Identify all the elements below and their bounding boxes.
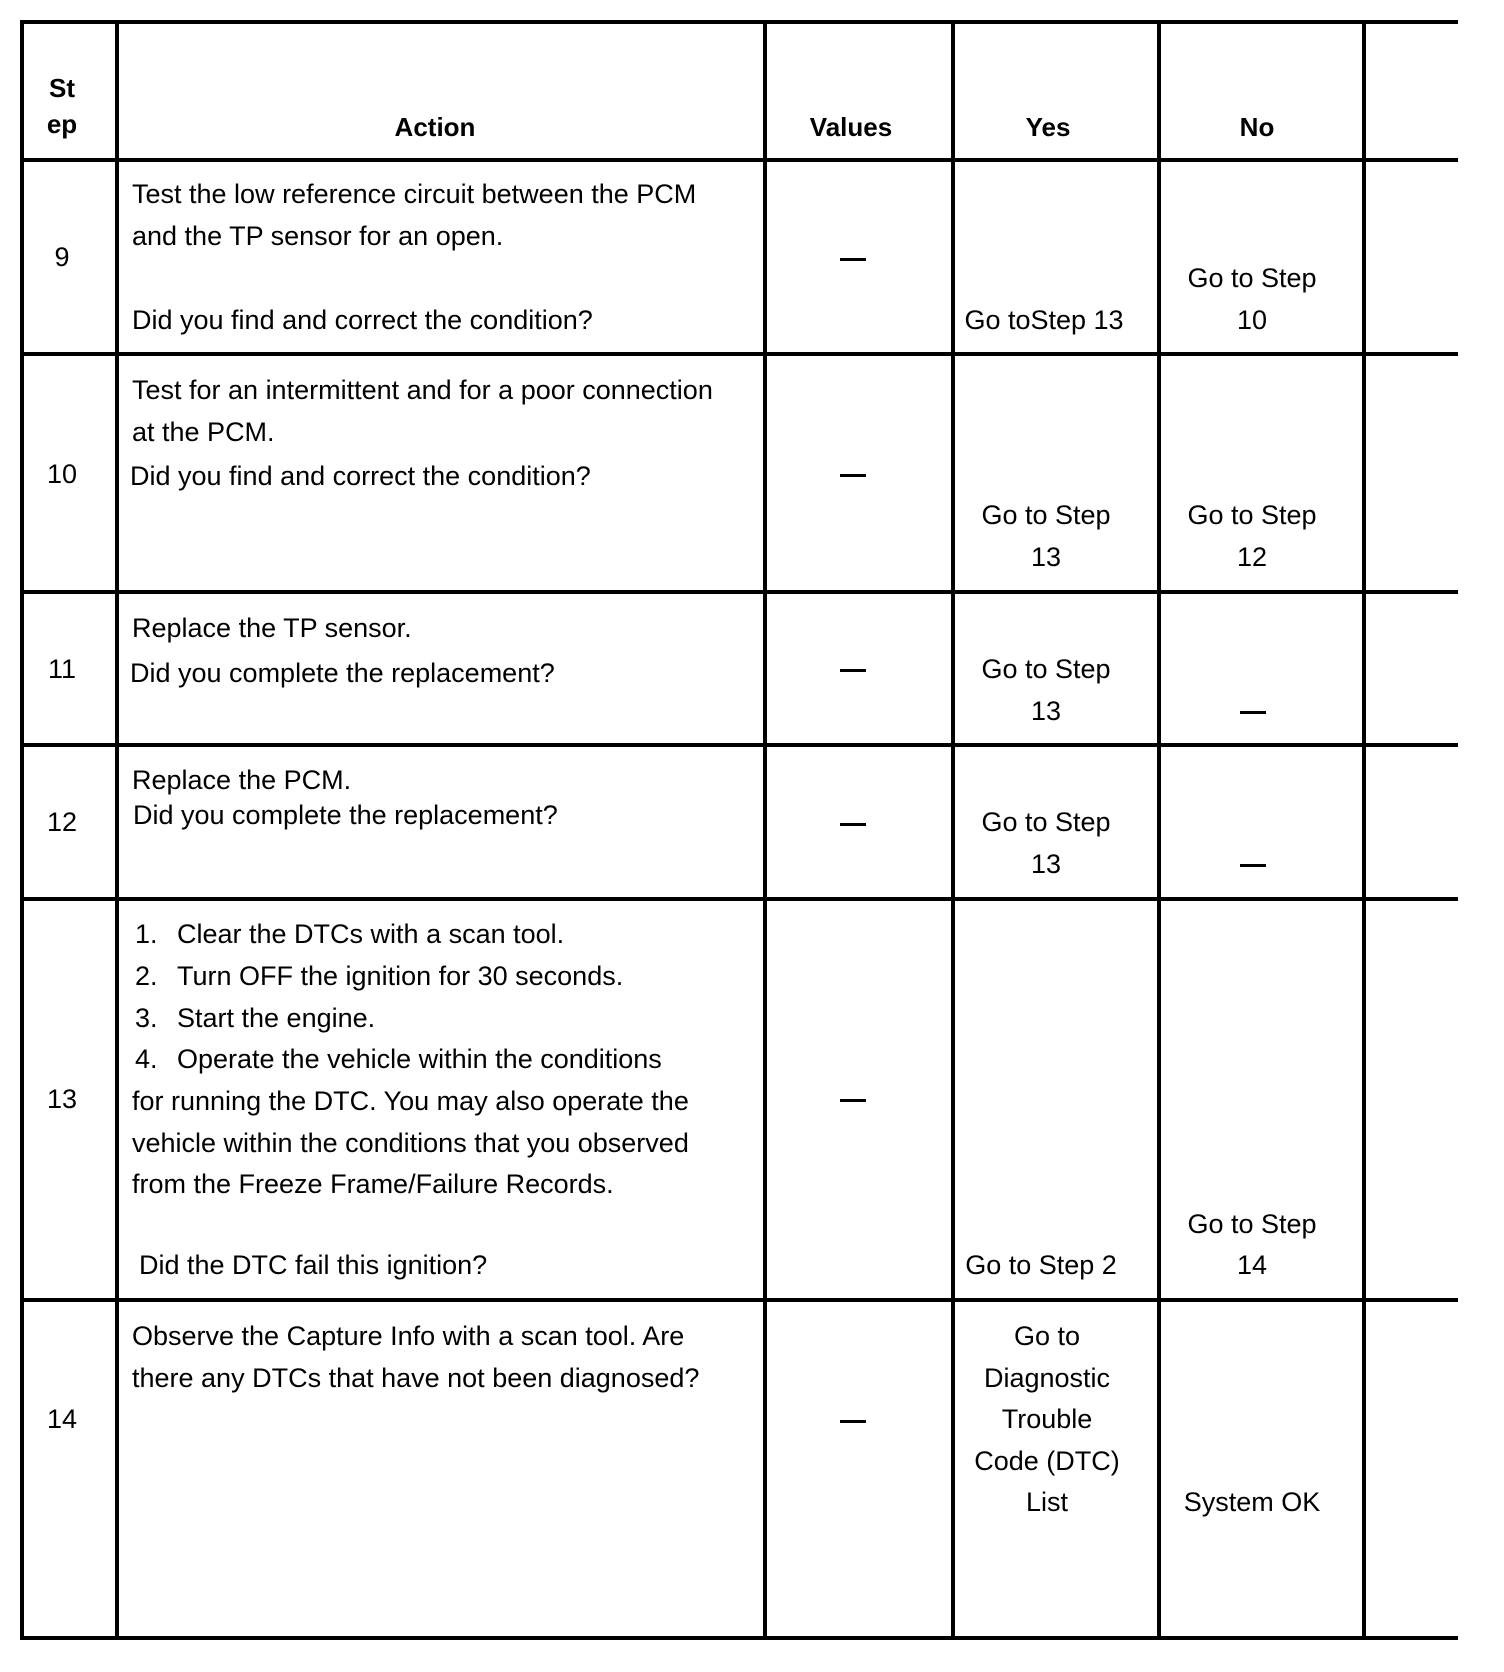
yes-result: Diagnostic xyxy=(983,1363,1111,1393)
action-question: Did you find and correct the condition? xyxy=(130,461,591,491)
values-dash xyxy=(840,1099,866,1102)
header-step: St ep xyxy=(46,73,78,139)
action-text: and the TP sensor for an open. xyxy=(132,221,504,251)
column-divider xyxy=(951,20,955,1640)
values-dash xyxy=(840,474,866,477)
list-item: Operate the vehicle within the conditions xyxy=(177,1044,662,1074)
step-number: 12 xyxy=(46,807,78,837)
action-question: Did you complete the replacement? xyxy=(133,800,558,830)
list-marker: 3. xyxy=(135,1003,158,1033)
yes-result: Go to xyxy=(1013,1321,1081,1351)
list-item: Start the engine. xyxy=(177,1003,376,1033)
action-question: Did you find and correct the condition? xyxy=(132,305,593,335)
step-number: 13 xyxy=(46,1084,78,1114)
action-text: for running the DTC. You may also operate the xyxy=(132,1086,689,1116)
action-question: Did you complete the replacement? xyxy=(130,658,555,688)
list-item: Turn OFF the ignition for 30 seconds. xyxy=(177,961,624,991)
values-dash xyxy=(840,258,866,261)
row-divider xyxy=(20,590,1458,594)
yes-result: Go to Step xyxy=(981,500,1111,530)
action-text: from the Freeze Frame/Failure Records. xyxy=(132,1169,614,1199)
step-number: 10 xyxy=(46,459,78,489)
column-divider xyxy=(1157,20,1161,1640)
no-result: 14 xyxy=(1236,1250,1268,1280)
yes-result: Trouble xyxy=(1001,1404,1093,1434)
list-marker: 1. xyxy=(135,919,158,949)
yes-result: Go toStep 13 xyxy=(964,305,1124,335)
row-divider xyxy=(20,352,1458,356)
yes-result: Code (DTC) xyxy=(974,1446,1120,1476)
yes-result: Go to Step xyxy=(981,807,1111,837)
table-border-bottom xyxy=(20,1636,1458,1640)
column-divider xyxy=(763,20,767,1640)
header-no: No xyxy=(1239,112,1275,142)
no-result: 10 xyxy=(1236,305,1268,335)
yes-result: 13 xyxy=(1030,696,1062,726)
step-number: 9 xyxy=(54,242,70,272)
values-dash xyxy=(840,1420,866,1423)
row-divider xyxy=(20,1298,1458,1302)
list-marker: 2. xyxy=(135,961,158,991)
action-text: Observe the Capture Info with a scan tool. Are xyxy=(132,1321,685,1351)
step-number: 14 xyxy=(46,1404,78,1434)
list-item: Clear the DTCs with a scan tool. xyxy=(177,919,565,949)
column-divider xyxy=(20,20,24,1640)
no-result: Go to Step xyxy=(1187,500,1317,530)
yes-result: 13 xyxy=(1030,849,1062,879)
step-number: 11 xyxy=(47,654,77,684)
action-question: Did the DTC fail this ignition? xyxy=(139,1250,488,1280)
action-text: Test the low reference circuit between the PCM xyxy=(132,179,697,209)
yes-result: 13 xyxy=(1030,542,1062,572)
header-yes: Yes xyxy=(1025,112,1071,142)
action-question: there any DTCs that have not been diagnosed? xyxy=(132,1363,700,1393)
header-divider xyxy=(20,158,1458,162)
action-text: vehicle within the conditions that you observed xyxy=(132,1128,689,1158)
table-border-top xyxy=(20,20,1458,24)
yes-result: Go to Step 2 xyxy=(965,1250,1117,1280)
header-values: Values xyxy=(809,112,893,142)
list-marker: 4. xyxy=(135,1044,158,1074)
values-dash xyxy=(840,823,866,826)
yes-result: List xyxy=(1025,1487,1069,1517)
no-result: Go to Step xyxy=(1187,1209,1317,1239)
no-dash xyxy=(1240,711,1266,714)
column-divider xyxy=(115,20,119,1640)
action-text: Test for an intermittent and for a poor connection xyxy=(132,375,713,405)
header-action: Action xyxy=(394,112,476,142)
row-divider xyxy=(20,897,1458,901)
column-divider xyxy=(1362,20,1366,1640)
no-dash xyxy=(1240,864,1266,867)
values-dash xyxy=(840,669,866,672)
no-result: 12 xyxy=(1236,542,1268,572)
no-result: Go to Step xyxy=(1187,263,1317,293)
yes-result: Go to Step xyxy=(981,654,1111,684)
row-divider xyxy=(20,743,1458,747)
action-text: Replace the TP sensor. xyxy=(132,613,412,643)
no-result: System OK xyxy=(1183,1487,1321,1517)
action-text: at the PCM. xyxy=(132,417,275,447)
action-text: Replace the PCM. xyxy=(132,765,352,795)
